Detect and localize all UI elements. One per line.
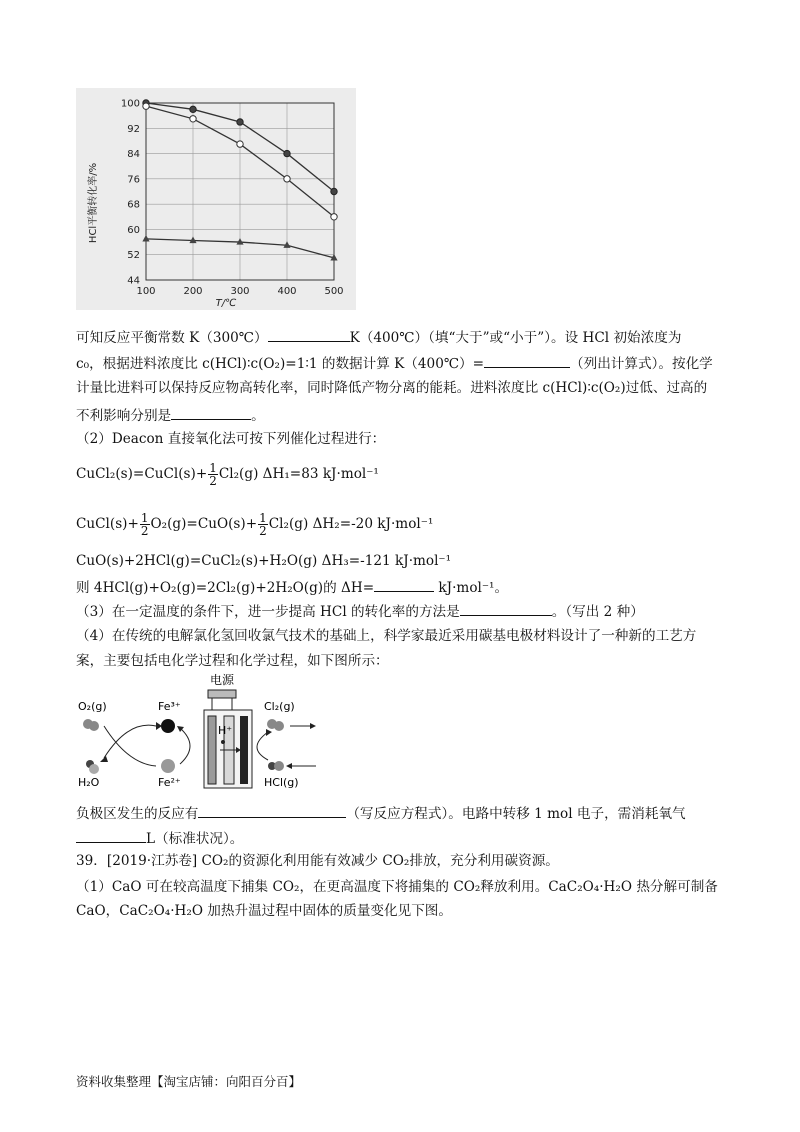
y-tick-label: 100: [120, 98, 140, 110]
electrolysis-diagram: [76, 670, 366, 800]
answer-blank-methods[interactable]: [460, 600, 552, 616]
q3: （3）在一定温度的条件下，进一步提高 HCl 的转化率的方法是 。（写出 2 种）: [76, 600, 736, 622]
q1-line-2: c₀，根据进料浓度比 c(HCl)∶c(O₂)=1∶1 的数据计算 K（400℃）= （列出计算式）。按化学: [76, 352, 736, 374]
hcl-conversion-chart: [76, 88, 356, 310]
y-tick-label: 92: [127, 123, 140, 135]
x-axis-label: T/℃: [215, 298, 237, 309]
anode-plate: [208, 716, 216, 784]
data-point: [331, 188, 337, 194]
o2-label: O₂(g): [78, 700, 107, 713]
fe3-ion: [161, 719, 175, 733]
answer-blank-cathode-reaction[interactable]: [198, 802, 346, 818]
q4-line-1: （4）在传统的电解氯化氢回收氯气技术的基础上，科学家最近采用碳基电极材料设计了一种新的工艺方: [76, 628, 697, 644]
answer-blank-delta-h[interactable]: [374, 576, 434, 592]
q39-line-1: （1）CaO 可在较高温度下捕集 CO₂，在更高温度下将捕集的 CO₂释放利用。CaC₂O₄·H₂O 热分解可制备: [76, 879, 718, 895]
data-point: [143, 103, 149, 109]
x-tick-label: 200: [183, 286, 203, 297]
q1-line-1: 可知反应平衡常数 K（300℃） K（400℃）（填“大于”或“小于”）。设 HCl 初始浓度为: [76, 326, 736, 348]
fraction-half: $\frac{1}{2}$: [259, 511, 267, 538]
fe2-label: Fe²⁺: [158, 776, 181, 789]
power-source-label: 电源: [209, 673, 235, 687]
cathode-plate: [240, 716, 248, 784]
y-tick-label: 84: [127, 149, 140, 161]
fraction-half: $\frac{1}{2}$: [209, 461, 217, 488]
data-point: [190, 116, 196, 122]
q1-line-4: 不利影响分别是 。: [76, 404, 736, 426]
data-point: [284, 176, 290, 182]
fraction-half: $\frac{1}{2}$: [140, 511, 149, 538]
x-tick-label: 500: [324, 286, 344, 297]
h-plus-label: H⁺: [218, 724, 233, 737]
x-tick-label: 300: [230, 286, 250, 297]
x-tick-label: 100: [136, 286, 156, 297]
equation-4: 则 4HCl(g)+O₂(g)=2Cl₂(g)+2H₂O(g)的 ΔH= kJ·mol⁻¹。: [76, 576, 736, 598]
equation-1: CuCl₂(s)=CuCl(s)+ $\frac{1}{2}$ Cl₂(g) ΔH₁=83 kJ·mol⁻¹: [76, 461, 379, 488]
y-tick-label: 60: [127, 224, 140, 236]
x-tick-label: 400: [277, 286, 297, 297]
fe2-ion: [161, 759, 175, 773]
fe3-label: Fe³⁺: [158, 700, 181, 713]
y-tick-label: 44: [127, 275, 140, 287]
answer-blank-oxygen-volume[interactable]: [76, 827, 146, 843]
answer-blank-ratio-effects[interactable]: [171, 404, 251, 420]
q1-line-3: 计量比进料可以保持反应物高转化率，同时降低产物分离的能耗。进料浓度比 c(HCl)∶c(O₂)过低、过高的: [76, 380, 708, 396]
answer-blank-k-expression[interactable]: [484, 352, 570, 368]
q2-heading: （2）Deacon 直接氧化法可按下列催化过程进行：: [76, 431, 386, 447]
q4-line-4: L（标准状况）。: [76, 827, 736, 849]
footer-source: 资料收集整理【淘宝店铺：向阳百分百】: [76, 1074, 302, 1089]
q39-line-2: CaO，CaC₂O₄·H₂O 加热升温过程中固体的质量变化见下图。: [76, 903, 452, 919]
q39-heading: 39．[2019·江苏卷] CO₂的资源化利用能有效减少 CO₂排放，充分利用碳资源。: [76, 853, 559, 869]
y-axis-label: HCl平衡转化率/%: [88, 162, 99, 244]
data-point: [284, 150, 290, 156]
answer-blank-k-compare[interactable]: [268, 326, 350, 342]
power-source: [208, 690, 236, 698]
data-point: [237, 119, 243, 125]
data-point: [331, 214, 337, 220]
y-tick-label: 52: [127, 250, 140, 262]
equation-2: CuCl(s)+ $\frac{1}{2}$ O₂(g)=CuO(s)+ $\frac{1}{2}$ Cl₂(g) ΔH₂=-20 kJ·mol⁻¹: [76, 511, 434, 538]
data-point: [190, 106, 196, 112]
y-tick-label: 68: [127, 199, 140, 211]
h2o-label: H₂O: [78, 776, 100, 789]
hcl-label: HCl(g): [264, 776, 299, 789]
q4-line-3: 负极区发生的反应有 （写反应方程式）。电路中转移 1 mol 电子，需消耗氧气: [76, 802, 736, 824]
q4-line-2: 案，主要包括电化学过程和化学过程，如下图所示：: [76, 653, 389, 669]
cl2-label: Cl₂(g): [264, 700, 295, 713]
data-point: [237, 141, 243, 147]
equation-3: CuO(s)+2HCl(g)=CuCl₂(s)+H₂O(g) ΔH₃=-121 kJ·mol⁻¹: [76, 553, 452, 569]
y-tick-label: 76: [127, 174, 140, 186]
